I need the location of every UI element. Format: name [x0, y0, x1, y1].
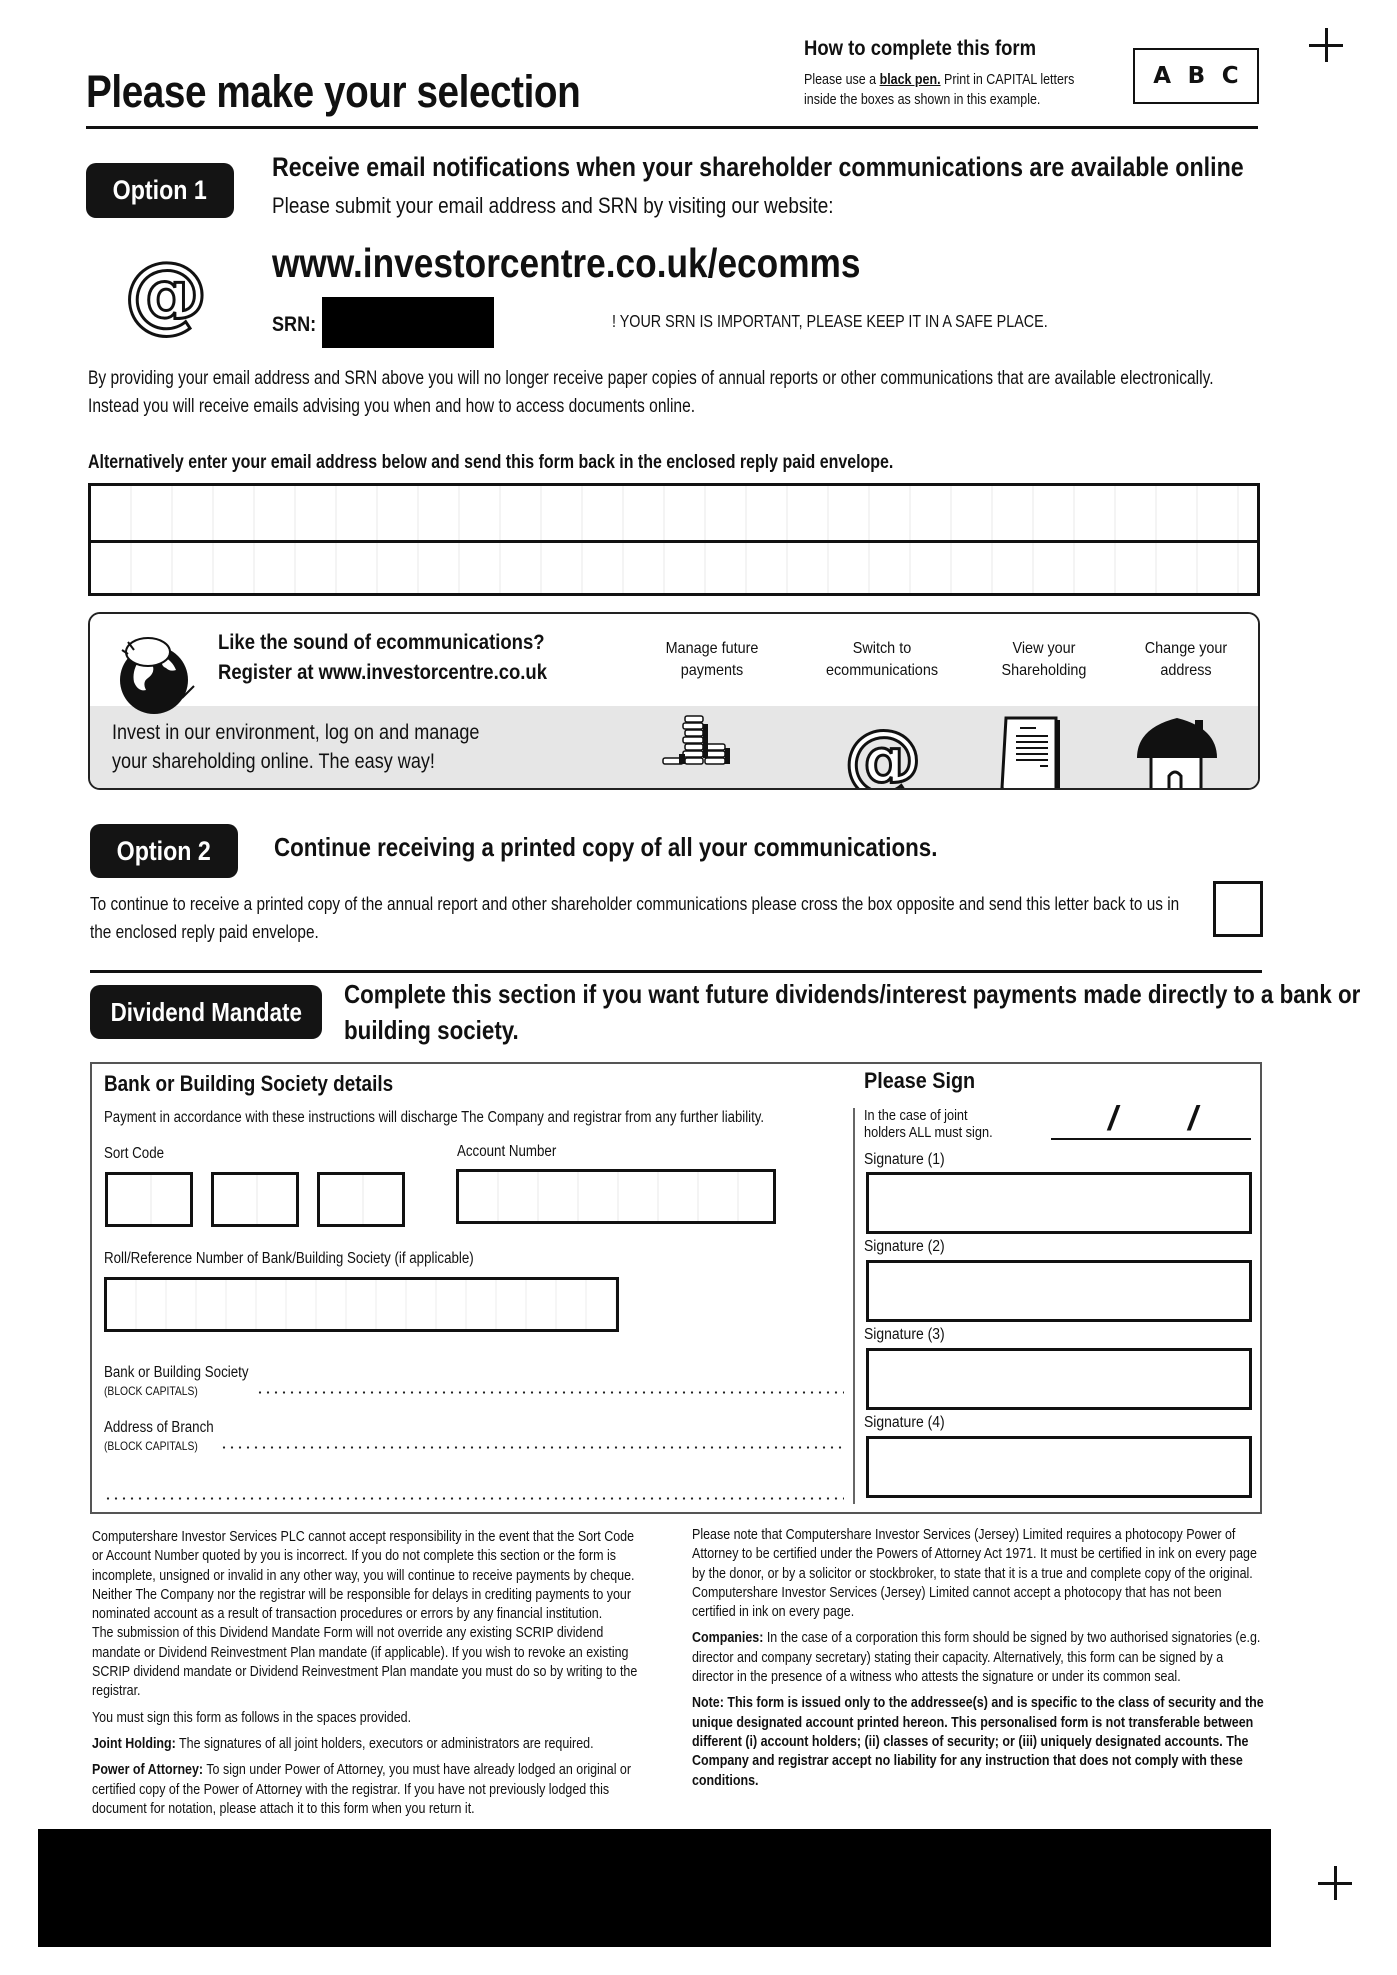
- feature-view-shareholding: View your Shareholding: [1001, 640, 1087, 679]
- registration-mark-icon: [1318, 1866, 1352, 1900]
- email-field-line-1[interactable]: [91, 486, 1257, 540]
- piggy-bank-globe-icon: [108, 628, 198, 718]
- promo-heading: Like the sound of ecommunications? Register at www.investorcentre.co.uk: [218, 628, 547, 688]
- printed-copy-checkbox[interactable]: [1213, 881, 1263, 937]
- panel-divider: [853, 1108, 855, 1504]
- joint-holders-note: In the case of joint holders ALL must sign.: [864, 1108, 993, 1141]
- option-2-heading: Continue receiving a printed copy of all your communications.: [274, 832, 938, 862]
- joint-holding-terms: Joint Holding: The signatures of all joint holders, executors or administrators are required.: [92, 1735, 594, 1752]
- divider: [86, 126, 1258, 129]
- sort-code-field-2[interactable]: [211, 1172, 299, 1227]
- signature-3-label: Signature (3): [864, 1326, 945, 1343]
- example-letter: B: [1187, 63, 1206, 89]
- transfer-note: Note: This form is issued only to the addressee(s) and is specific to the class of security and the unique designated account printed hereon. This personalised form is not transferable between different (i) account holders; (ii) classes of security; or (iii) uniquely designated accounts. The Company and registrar accept no liability for any instruction that does not comply with these conditions.: [692, 1695, 1264, 1789]
- bank-name-label: Bank or Building Society (BLOCK CAPITALS): [104, 1364, 249, 1398]
- signature-2-label: Signature (2): [864, 1238, 945, 1255]
- option-2-instructions: To continue to receive a printed copy of the annual report and other shareholder communications please cross the box opposite and send this letter back to us in the enclosed reply paid envelope.: [90, 893, 1180, 942]
- registration-mark-icon: [1309, 28, 1343, 62]
- email-address-field[interactable]: [88, 483, 1260, 596]
- coin-stacks-icon: [655, 714, 755, 790]
- howto-instructions: Please use a black pen. Print in CAPITAL letters inside the boxes as shown in this example.: [804, 72, 1075, 108]
- footer-redacted-block: [38, 1829, 1271, 1947]
- option-2-badge: Option 2: [90, 824, 238, 878]
- option-1-heading: Receive email notifications when your shareholder communications are available online: [272, 152, 1244, 182]
- document-icon: [982, 714, 1082, 790]
- power-of-attorney-terms: Power of Attorney: To sign under Power of Attorney, you must have already lodged an original or certified copy of the Power of Attorney with the registrar. If you have not previously lodged this document for notation, please attach it to this form when you return it.: [92, 1762, 632, 1817]
- date-separator: /: [1188, 1100, 1198, 1138]
- ecomms-url-link[interactable]: www.investorcentre.co.uk/ecomms: [272, 240, 861, 286]
- black-pen-emphasis: black pen.: [879, 72, 941, 88]
- dividend-mandate-badge: Dividend Mandate: [90, 985, 322, 1039]
- feature-switch-ecomms: Switch to ecommunications: [825, 640, 939, 679]
- alternative-instruction: Alternatively enter your email address below and send this form back in the enclosed reply paid envelope.: [88, 452, 894, 473]
- signature-4-label: Signature (4): [864, 1414, 945, 1431]
- feature-change-address: Change your address: [1144, 640, 1228, 679]
- promo-tagline: Invest in our environment, log on and manage your shareholding online. The easy way!: [112, 721, 480, 773]
- svg-text:@: @: [124, 248, 208, 338]
- option-1-subheading: Please submit your email address and SRN by visiting our website:: [272, 193, 834, 218]
- divider: [90, 970, 1262, 973]
- signature-4-field[interactable]: [866, 1436, 1252, 1498]
- bank-details-title: Bank or Building Society details: [104, 1071, 394, 1096]
- feature-manage-payments: Manage future payments: [665, 640, 759, 679]
- bank-details-note: Payment in accordance with these instructions will discharge The Company and registrar from any further liability.: [104, 1109, 765, 1126]
- roll-reference-field[interactable]: [104, 1277, 619, 1332]
- branch-address-label: Address of Branch (BLOCK CAPITALS): [104, 1419, 214, 1453]
- house-icon: [1125, 714, 1225, 790]
- sort-code-label: Sort Code: [104, 1145, 165, 1162]
- sort-code-field-1[interactable]: [105, 1172, 193, 1227]
- signature-1-label: Signature (1): [864, 1151, 945, 1168]
- page-title: Please make your selection: [86, 66, 581, 117]
- at-sign-icon: [833, 714, 933, 804]
- ecomms-disclaimer: By providing your email address and SRN above you will no longer receive paper copies of annual reports or other communications that are available electronically. Instead you will receive emails advising you when and how to access documents online.: [88, 368, 1214, 417]
- branch-address-field-line-1[interactable]: [220, 1446, 844, 1449]
- register-link[interactable]: Register at www.investorcentre.co.uk: [218, 661, 547, 684]
- srn-value-redacted: [322, 297, 494, 348]
- bank-name-field[interactable]: [256, 1391, 844, 1394]
- sort-code-field-3[interactable]: [317, 1172, 405, 1227]
- example-letter: C: [1221, 63, 1239, 89]
- signature-3-field[interactable]: [866, 1348, 1252, 1410]
- roll-reference-label: Roll/Reference Number of Bank/Building Society (if applicable): [104, 1250, 474, 1267]
- option-1-badge: Option 1: [86, 163, 234, 218]
- please-sign-title: Please Sign: [864, 1068, 976, 1093]
- capital-letters-example: [1133, 48, 1259, 104]
- dividend-mandate-heading: Complete this section if you want future dividends/interest payments made directly to a bank or building society.: [344, 979, 1361, 1045]
- email-field-line-2[interactable]: [91, 540, 1257, 594]
- srn-warning: ! YOUR SRN IS IMPORTANT, PLEASE KEEP IT IN A SAFE PLACE.: [612, 311, 1048, 331]
- srn-label: SRN:: [272, 313, 317, 336]
- legal-terms-right: Please note that Computershare Investor Services (Jersey) Limited requires a photocopy Power of Attorney to be certified under the Powers of Attorney Act 1971. It must be certified in ink on every page by the donor, or by a solicitor or stockbroker, to state that it is a true and complete copy of the original. Computershare Investor Services (Jersey) Limited cannot accept a photocopy that has not been certified in ink on every page. Companies: In the case of a corporation this form should be signed by two authorised signatories (e.g. director and company secretary) stating their capacity. Alternatively, this form can be signed by a director in the presence of a witness who attests the signature or under its common seal. Note: This form is issued only to the addressee(s) and is specific to the class of security and the unique designated account printed hereon. This personalised form is not transferable between different (i) account holders; (ii) classes of security; or (iii) uniquely designated accounts. The Company and registrar accept no liability for any instruction that does not comply with these conditions.: [692, 1527, 1264, 1789]
- date-field[interactable]: [1051, 1138, 1251, 1140]
- example-letter: A: [1153, 63, 1172, 89]
- at-sign-icon: [118, 248, 208, 338]
- signature-2-field[interactable]: [866, 1260, 1252, 1322]
- ecomms-promo-banner: [88, 612, 1260, 804]
- date-separator: /: [1108, 1100, 1118, 1138]
- branch-address-field-line-2[interactable]: [104, 1497, 844, 1500]
- signature-1-field[interactable]: [866, 1172, 1252, 1234]
- howto-title: How to complete this form: [804, 37, 1037, 60]
- account-number-label: Account Number: [457, 1143, 557, 1160]
- svg-text:@: @: [844, 715, 922, 804]
- legal-terms-left: Computershare Investor Services PLC cannot accept responsibility in the event that the Sort Code or Account Number quoted by you is incorrect. If you do not complete this section or the form is incomplete, unsigned or invalid in any other way, you will continue to receive payments by cheque. Neither The Company nor the registrar will be responsible for delays in crediting payments to your nominated account as a result of transaction procedures or errors by any financial institution. The submission of this Dividend Mandate Form will not override any existing SCRIP dividend mandate or Dividend Reinvestment Plan mandate (if applicable). If you wish to revoke an existing SCRIP dividend mandate or Dividend Reinvestment Plan mandate you must do so by writing to the registrar. You must sign this form as follows in the spaces provided. Joint Holding: The signatures of all joint holders, executors or administrators are required. Power of Attorney: To sign under Power of Attorney, you must have already lodged an original or certified copy of the Power of Attorney with the registrar. If you have not previously lodged this document for notation, please attach it to this form when you return it.: [92, 1528, 642, 1826]
- account-number-field[interactable]: [456, 1169, 776, 1224]
- companies-terms: Companies: In the case of a corporation this form should be signed by two authorised signatories (e.g. director and company secretary) stating their capacity. Alternatively, this form can be signed by a director in the presence of a witness who attests the signature or under its common seal.: [692, 1630, 1261, 1686]
